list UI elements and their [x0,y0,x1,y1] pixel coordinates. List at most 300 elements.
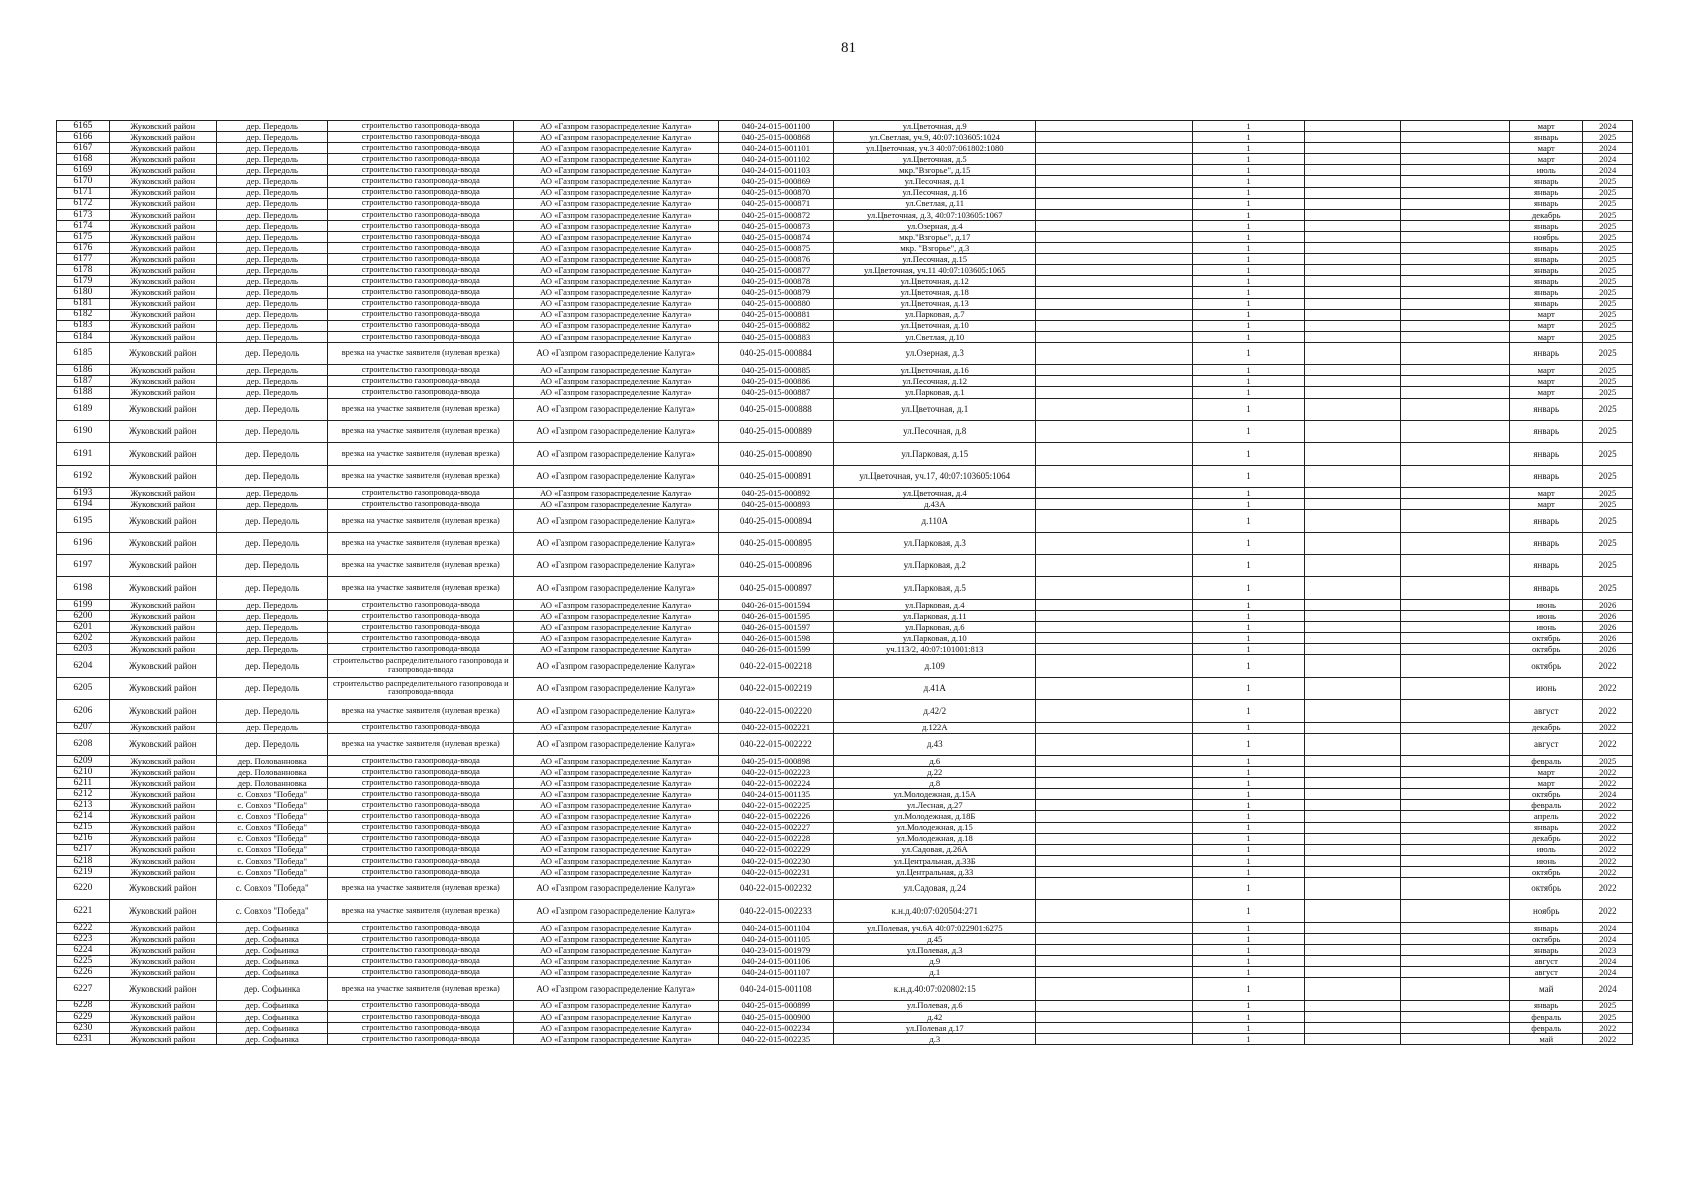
quantity-cell: 1 [1193,342,1304,364]
address-cell: ул.Песочная, д.15 [834,254,1036,265]
organization-cell: АО «Газпром газораспределение Калуга» [514,967,718,978]
district-cell: Жуковский район [109,555,216,577]
year-cell: 2025 [1583,309,1633,320]
address-cell: д.110А [834,510,1036,532]
settlement-cell: дер. Передоль [216,276,327,287]
district-cell: Жуковский район [109,655,216,677]
empty-cell [1304,755,1400,766]
empty-cell [1400,1033,1509,1044]
quantity-cell: 1 [1193,677,1304,699]
empty-cell [1036,733,1193,755]
month-cell: август [1510,733,1583,755]
work-type-cell: строительство газопровода-ввода [328,789,514,800]
work-type-cell: врезка на участке заявителя (нулевая врезка) [328,978,514,1000]
work-type-cell: врезка на участке заявителя (нулевая врезка) [328,420,514,442]
empty-cell [1304,1000,1400,1011]
district-cell: Жуковский район [109,488,216,499]
empty-cell [1400,866,1509,877]
empty-cell [1400,143,1509,154]
contract-number-cell: 040-22-015-002220 [718,700,834,722]
work-type-cell: строительство газопровода-ввода [328,220,514,231]
organization-cell: АО «Газпром газораспределение Калуга» [514,610,718,621]
quantity-cell: 1 [1193,610,1304,621]
month-cell: январь [1510,922,1583,933]
address-cell: ул.Полевая, д.6 [834,1000,1036,1011]
month-cell: февраль [1510,800,1583,811]
organization-cell: АО «Газпром газораспределение Калуга» [514,287,718,298]
table-row [57,187,1633,198]
empty-cell [1304,176,1400,187]
contract-number-cell: 040-25-015-000869 [718,176,834,187]
settlement-cell: дер. Передоль [216,622,327,633]
work-type-cell: строительство газопровода-ввода [328,722,514,733]
organization-cell: АО «Газпром газораспределение Калуга» [514,309,718,320]
month-cell: январь [1510,276,1583,287]
empty-cell [1400,420,1509,442]
empty-cell [1400,622,1509,633]
organization-cell: АО «Газпром газораспределение Калуга» [514,956,718,967]
organization-cell: АО «Газпром газораспределение Калуга» [514,1033,718,1044]
empty-cell [1304,1033,1400,1044]
settlement-cell: дер. Софьинка [216,944,327,955]
month-cell: март [1510,309,1583,320]
settlement-cell: дер. Передоль [216,398,327,420]
quantity-cell: 1 [1193,254,1304,265]
district-cell: Жуковский район [109,800,216,811]
address-cell: ул.Песочная, д.16 [834,187,1036,198]
district-cell: Жуковский район [109,733,216,755]
year-cell: 2026 [1583,633,1633,644]
year-cell: 2025 [1583,287,1633,298]
row-number-cell: 6220 [57,878,110,900]
settlement-cell: дер. Передоль [216,209,327,220]
district-cell: Жуковский район [109,922,216,933]
settlement-cell: с. Совхоз "Победа" [216,833,327,844]
contract-number-cell: 040-25-015-000874 [718,231,834,242]
empty-cell [1304,900,1400,922]
contract-number-cell: 040-25-015-000870 [718,187,834,198]
settlement-cell: дер. Передоль [216,599,327,610]
month-cell: ноябрь [1510,231,1583,242]
table-row [57,209,1633,220]
empty-cell [1400,933,1509,944]
empty-cell [1304,811,1400,822]
district-cell: Жуковский район [109,121,216,132]
organization-cell: АО «Газпром газораспределение Калуга» [514,176,718,187]
address-cell: ул.Цветочная, уч.11 40:07:103605:1065 [834,265,1036,276]
work-type-cell: строительство газопровода-ввода [328,488,514,499]
empty-cell [1036,956,1193,967]
contract-number-cell: 040-24-015-001105 [718,933,834,944]
table-row [57,866,1633,877]
empty-cell [1304,154,1400,165]
contract-number-cell: 040-22-015-002226 [718,811,834,822]
quantity-cell: 1 [1193,967,1304,978]
year-cell: 2023 [1583,944,1633,955]
contract-number-cell: 040-25-015-000868 [718,132,834,143]
row-number-cell: 6212 [57,789,110,800]
organization-cell: АО «Газпром газораспределение Калуга» [514,320,718,331]
organization-cell: АО «Газпром газораспределение Калуга» [514,922,718,933]
settlement-cell: дер. Передоль [216,309,327,320]
settlement-cell: дер. Передоль [216,365,327,376]
organization-cell: АО «Газпром газораспределение Калуга» [514,655,718,677]
table-row [57,121,1633,132]
row-number-cell: 6226 [57,967,110,978]
quantity-cell: 1 [1193,309,1304,320]
empty-cell [1036,778,1193,789]
year-cell: 2025 [1583,488,1633,499]
month-cell: октябрь [1510,633,1583,644]
empty-cell [1400,610,1509,621]
year-cell: 2025 [1583,176,1633,187]
settlement-cell: дер. Передоль [216,254,327,265]
contract-number-cell: 040-25-015-000896 [718,555,834,577]
empty-cell [1036,833,1193,844]
work-type-cell: строительство газопровода-ввода [328,1011,514,1022]
quantity-cell: 1 [1193,1033,1304,1044]
address-cell: ул.Цветочная, д.3, 40:07:103605:1067 [834,209,1036,220]
organization-cell: АО «Газпром газораспределение Калуга» [514,420,718,442]
organization-cell: АО «Газпром газораспределение Калуга» [514,465,718,487]
empty-cell [1036,143,1193,154]
empty-cell [1036,900,1193,922]
contract-number-cell: 040-25-015-000881 [718,309,834,320]
work-type-cell: строительство газопровода-ввода [328,866,514,877]
contract-number-cell: 040-24-015-001104 [718,922,834,933]
organization-cell: АО «Газпром газораспределение Калуга» [514,633,718,644]
work-type-cell: врезка на участке заявителя (нулевая врезка) [328,465,514,487]
district-cell: Жуковский район [109,331,216,342]
address-cell: ул.Цветочная, д.4 [834,488,1036,499]
year-cell: 2022 [1583,822,1633,833]
empty-cell [1400,789,1509,800]
year-cell: 2025 [1583,276,1633,287]
work-type-cell: строительство газопровода-ввода [328,644,514,655]
empty-cell [1400,165,1509,176]
quantity-cell: 1 [1193,789,1304,800]
district-cell: Жуковский район [109,822,216,833]
empty-cell [1400,488,1509,499]
table-row [57,577,1633,599]
empty-cell [1400,510,1509,532]
row-number-cell: 6182 [57,309,110,320]
settlement-cell: дер. Передоль [216,231,327,242]
settlement-cell: дер. Передоль [216,220,327,231]
contract-number-cell: 040-25-015-000899 [718,1000,834,1011]
year-cell: 2025 [1583,331,1633,342]
quantity-cell: 1 [1193,944,1304,955]
empty-cell [1036,121,1193,132]
district-cell: Жуковский район [109,532,216,554]
organization-cell: АО «Газпром газораспределение Калуга» [514,220,718,231]
table-row [57,132,1633,143]
year-cell: 2025 [1583,755,1633,766]
empty-cell [1036,342,1193,364]
work-type-cell: строительство газопровода-ввода [328,265,514,276]
empty-cell [1400,499,1509,510]
row-number-cell: 6166 [57,132,110,143]
district-cell: Жуковский район [109,365,216,376]
contract-number-cell: 040-25-015-000880 [718,298,834,309]
empty-cell [1036,488,1193,499]
month-cell: март [1510,121,1583,132]
row-number-cell: 6174 [57,220,110,231]
month-cell: февраль [1510,755,1583,766]
address-cell: ул.Цветочная, д.1 [834,398,1036,420]
district-cell: Жуковский район [109,700,216,722]
organization-cell: АО «Газпром газораспределение Калуга» [514,811,718,822]
row-number-cell: 6199 [57,599,110,610]
row-number-cell: 6210 [57,767,110,778]
empty-cell [1036,187,1193,198]
empty-cell [1304,722,1400,733]
year-cell: 2024 [1583,967,1633,978]
row-number-cell: 6223 [57,933,110,944]
empty-cell [1304,655,1400,677]
contract-number-cell: 040-25-015-000882 [718,320,834,331]
contract-number-cell: 040-25-015-000890 [718,443,834,465]
table-row [57,365,1633,376]
organization-cell: АО «Газпром газораспределение Калуга» [514,767,718,778]
organization-cell: АО «Газпром газораспределение Калуга» [514,944,718,955]
row-number-cell: 6207 [57,722,110,733]
address-cell: ул.Цветочная, уч.3 40:07:061802:1080 [834,143,1036,154]
work-type-cell: врезка на участке заявителя (нулевая врезка) [328,532,514,554]
quantity-cell: 1 [1193,176,1304,187]
settlement-cell: дер. Передоль [216,510,327,532]
quantity-cell: 1 [1193,599,1304,610]
work-type-cell: строительство газопровода-ввода [328,132,514,143]
row-number-cell: 6205 [57,677,110,699]
year-cell: 2025 [1583,420,1633,442]
contract-number-cell: 040-25-015-000873 [718,220,834,231]
work-type-cell: строительство газопровода-ввода [328,143,514,154]
table-row [57,610,1633,621]
empty-cell [1400,198,1509,209]
settlement-cell: дер. Передоль [216,577,327,599]
quantity-cell: 1 [1193,443,1304,465]
quantity-cell: 1 [1193,733,1304,755]
work-type-cell: строительство газопровода-ввода [328,767,514,778]
month-cell: март [1510,767,1583,778]
settlement-cell: дер. Софьинка [216,922,327,933]
address-cell: ул.Молодежная, д.15 [834,822,1036,833]
district-cell: Жуковский район [109,376,216,387]
contract-number-cell: 040-25-015-000900 [718,1011,834,1022]
work-type-cell: строительство газопровода-ввода [328,933,514,944]
organization-cell: АО «Газпром газораспределение Калуга» [514,866,718,877]
table-row [57,443,1633,465]
district-cell: Жуковский район [109,265,216,276]
settlement-cell: с. Совхоз "Победа" [216,800,327,811]
work-type-cell: врезка на участке заявителя (нулевая врезка) [328,700,514,722]
table-row [57,633,1633,644]
district-cell: Жуковский район [109,1022,216,1033]
settlement-cell: дер. Передоль [216,387,327,398]
contract-number-cell: 040-22-015-002219 [718,677,834,699]
row-number-cell: 6225 [57,956,110,967]
organization-cell: АО «Газпром газораспределение Калуга» [514,555,718,577]
month-cell: январь [1510,176,1583,187]
row-number-cell: 6167 [57,143,110,154]
settlement-cell: дер. Софьинка [216,1022,327,1033]
table-row [57,176,1633,187]
settlement-cell: дер. Передоль [216,499,327,510]
settlement-cell: дер. Передоль [216,376,327,387]
row-number-cell: 6190 [57,420,110,442]
empty-cell [1036,655,1193,677]
empty-cell [1304,956,1400,967]
organization-cell: АО «Газпром газораспределение Калуга» [514,778,718,789]
contract-number-cell: 040-25-015-000892 [718,488,834,499]
address-cell: ул.Светлая, д.10 [834,331,1036,342]
address-cell: д.43А [834,499,1036,510]
contract-number-cell: 040-25-015-000895 [718,532,834,554]
settlement-cell: дер. Передоль [216,287,327,298]
empty-cell [1036,220,1193,231]
year-cell: 2024 [1583,165,1633,176]
district-cell: Жуковский район [109,944,216,955]
empty-cell [1304,287,1400,298]
row-number-cell: 6170 [57,176,110,187]
address-cell: ул.Парковая, д.3 [834,532,1036,554]
row-number-cell: 6221 [57,900,110,922]
district-cell: Жуковский район [109,176,216,187]
quantity-cell: 1 [1193,778,1304,789]
address-cell: ул.Песочная, д.12 [834,376,1036,387]
table-row [57,767,1633,778]
empty-cell [1400,376,1509,387]
contract-number-cell: 040-26-015-001597 [718,622,834,633]
work-type-cell: врезка на участке заявителя (нулевая врезка) [328,398,514,420]
quantity-cell: 1 [1193,243,1304,254]
settlement-cell: с. Совхоз "Победа" [216,855,327,866]
organization-cell: АО «Газпром газораспределение Калуга» [514,800,718,811]
quantity-cell: 1 [1193,555,1304,577]
empty-cell [1304,365,1400,376]
contract-number-cell: 040-26-015-001599 [718,644,834,655]
settlement-cell: дер. Передоль [216,143,327,154]
organization-cell: АО «Газпром газораспределение Калуга» [514,844,718,855]
work-type-cell: строительство газопровода-ввода [328,165,514,176]
organization-cell: АО «Газпром газораспределение Калуга» [514,276,718,287]
row-number-cell: 6203 [57,644,110,655]
empty-cell [1036,944,1193,955]
year-cell: 2022 [1583,767,1633,778]
contract-number-cell: 040-24-015-001102 [718,154,834,165]
empty-cell [1304,243,1400,254]
work-type-cell: строительство газопровода-ввода [328,922,514,933]
settlement-cell: дер. Передоль [216,198,327,209]
settlement-cell: с. Совхоз "Победа" [216,844,327,855]
organization-cell: АО «Газпром газораспределение Калуга» [514,243,718,254]
row-number-cell: 6193 [57,488,110,499]
settlement-cell: дер. Передоль [216,298,327,309]
district-cell: Жуковский район [109,220,216,231]
work-type-cell: строительство газопровода-ввода [328,298,514,309]
table-row [57,778,1633,789]
empty-cell [1400,644,1509,655]
empty-cell [1304,778,1400,789]
contract-number-cell: 040-26-015-001594 [718,599,834,610]
quantity-cell: 1 [1193,320,1304,331]
address-cell: ул.Парковая, д.15 [834,443,1036,465]
organization-cell: АО «Газпром газораспределение Калуга» [514,154,718,165]
month-cell: январь [1510,398,1583,420]
row-number-cell: 6208 [57,733,110,755]
empty-cell [1304,331,1400,342]
address-cell: д.1 [834,967,1036,978]
address-cell: ул.Центральная, д.33 [834,866,1036,877]
work-type-cell: строительство газопровода-ввода [328,778,514,789]
table-row [57,254,1633,265]
work-type-cell: строительство газопровода-ввода [328,198,514,209]
district-cell: Жуковский район [109,677,216,699]
table-row [57,733,1633,755]
address-cell: мкр. "Взгорье", д.3 [834,243,1036,254]
empty-cell [1400,309,1509,320]
settlement-cell: дер. Софьинка [216,1000,327,1011]
address-cell: ул.Цветочная, д.9 [834,121,1036,132]
empty-cell [1304,387,1400,398]
year-cell: 2022 [1583,878,1633,900]
address-cell: д.122А [834,722,1036,733]
quantity-cell: 1 [1193,978,1304,1000]
empty-cell [1304,633,1400,644]
month-cell: январь [1510,822,1583,833]
quantity-cell: 1 [1193,1011,1304,1022]
empty-cell [1036,555,1193,577]
address-cell: ул.Светлая, д.11 [834,198,1036,209]
row-number-cell: 6168 [57,154,110,165]
quantity-cell: 1 [1193,298,1304,309]
table-row [57,844,1633,855]
empty-cell [1400,387,1509,398]
quantity-cell: 1 [1193,265,1304,276]
empty-cell [1304,465,1400,487]
settlement-cell: дер. Полованновка [216,767,327,778]
organization-cell: АО «Газпром газораспределение Калуга» [514,755,718,766]
empty-cell [1400,844,1509,855]
district-cell: Жуковский район [109,254,216,265]
row-number-cell: 6176 [57,243,110,254]
quantity-cell: 1 [1193,866,1304,877]
empty-cell [1304,265,1400,276]
empty-cell [1400,633,1509,644]
contract-number-cell: 040-23-015-001979 [718,944,834,955]
empty-cell [1036,309,1193,320]
month-cell: январь [1510,243,1583,254]
contract-number-cell: 040-25-015-000894 [718,510,834,532]
work-type-cell: строительство газопровода-ввода [328,387,514,398]
quantity-cell: 1 [1193,365,1304,376]
work-type-cell: строительство газопровода-ввода [328,187,514,198]
empty-cell [1304,298,1400,309]
district-cell: Жуковский район [109,755,216,766]
work-type-cell: строительство газопровода-ввода [328,833,514,844]
empty-cell [1304,342,1400,364]
contract-number-cell: 040-25-015-000887 [718,387,834,398]
empty-cell [1400,833,1509,844]
month-cell: май [1510,1033,1583,1044]
district-cell: Жуковский район [109,789,216,800]
empty-cell [1304,767,1400,778]
work-type-cell: врезка на участке заявителя (нулевая врезка) [328,577,514,599]
table-row [57,154,1633,165]
district-cell: Жуковский район [109,722,216,733]
organization-cell: АО «Газпром газораспределение Калуга» [514,722,718,733]
